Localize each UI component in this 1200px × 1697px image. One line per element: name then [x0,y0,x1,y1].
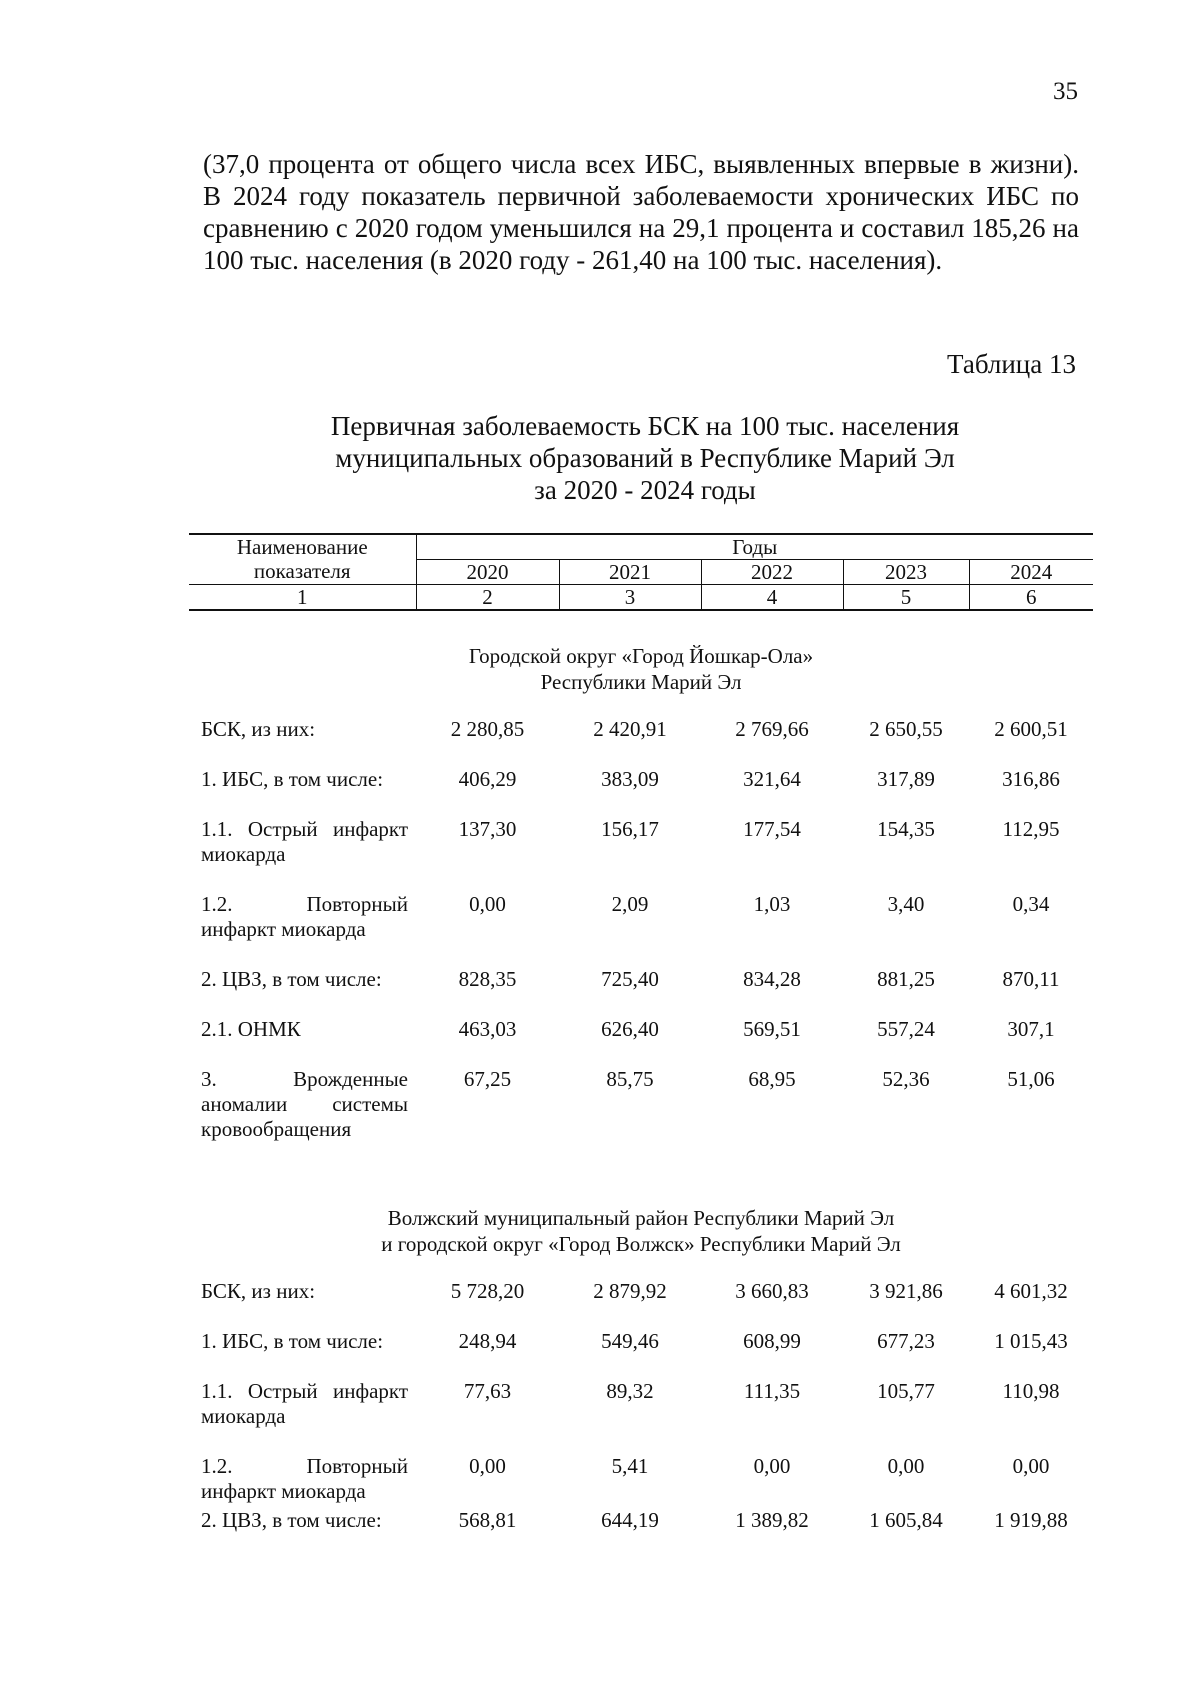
value-cell: 3 921,86 [869,1279,943,1303]
value-cell: 725,40 [601,967,659,991]
column-index: 1 [189,585,416,611]
value-cell: 137,30 [458,817,517,841]
value-cell: 870,11 [1002,967,1060,991]
table-row [189,767,1093,817]
table-row [189,817,1093,892]
value-cell: 644,19 [601,1508,659,1532]
year-header: 2021 [559,560,701,585]
table-row [189,1329,1093,1379]
column-index: 5 [843,585,969,611]
value-cell: 0,00 [753,1454,791,1478]
section-title-line: Городской округ «Город Йошкар-Ола» [468,644,814,668]
value-cell: 568,81 [458,1508,517,1532]
table-row [189,892,1093,967]
header-text: Наименование [236,535,368,559]
table-row [189,717,1093,767]
value-cell: 608,99 [743,1329,801,1353]
column-index: 4 [701,585,843,611]
value-cell: 89,32 [606,1379,654,1403]
indicator-name: 1.1. Острый инфаркт миокарда [201,1379,408,1428]
indicator-name: 1. ИБС, в том числе: [201,1329,384,1353]
table-title-line: Первичная заболеваемость БСК на 100 тыс. населения [330,411,960,441]
value-cell: 1 605,84 [869,1508,943,1532]
value-cell: 51,06 [1007,1067,1055,1091]
value-cell: 2,09 [611,892,649,916]
value-cell: 112,95 [1002,817,1060,841]
table-row [189,1017,1093,1067]
indicator-name-header [189,534,416,585]
indicator-name: 2. ЦВЗ, в том числе: [201,1508,382,1532]
indicator-name: 1.2. Повторный инфаркт миокарда [201,1454,408,1503]
section-title-line: Волжский муниципальный район Республики Марий Эл [387,1206,895,1230]
value-cell: 317,89 [877,767,935,791]
value-cell: 156,17 [601,817,659,841]
value-cell: 677,23 [877,1329,935,1353]
value-cell: 321,64 [743,767,801,791]
value-cell: 0,34 [1012,892,1050,916]
year-header: 2020 [416,560,559,585]
table-row [189,1067,1093,1167]
value-cell: 105,77 [877,1379,935,1403]
table-row [189,1508,1093,1558]
year-header: 2023 [843,560,969,585]
page-number: 35 [1053,78,1078,105]
value-cell: 1 389,82 [735,1508,809,1532]
value-cell: 2 769,66 [735,717,809,741]
value-cell: 569,51 [743,1017,801,1041]
value-cell: 67,25 [463,1067,512,1091]
value-cell: 177,54 [743,817,801,841]
table-row [189,967,1093,1017]
section-title [189,1167,1093,1279]
value-cell: 0,00 [887,1454,925,1478]
value-cell: 463,03 [458,1017,517,1041]
column-index: 6 [969,585,1093,611]
indicator-name: 1. ИБС, в том числе: [201,767,384,791]
value-cell: 0,00 [469,1454,506,1478]
year-header: 2022 [701,560,843,585]
value-cell: 85,75 [606,1067,654,1091]
value-cell: 0,00 [469,892,506,916]
indicator-name: 1.1. Острый инфаркт миокарда [201,817,408,866]
value-cell: 2 280,85 [450,717,525,741]
column-index: 3 [559,585,701,611]
value-cell: 406,29 [458,767,517,791]
column-index: 2 [416,585,559,611]
value-cell: 110,98 [1002,1379,1060,1403]
indicator-name: 2. ЦВЗ, в том числе: [201,967,382,991]
value-cell: 2 600,51 [994,717,1068,741]
morbidity-table [189,533,1093,1558]
value-cell: 3,40 [887,892,925,916]
years-header: Годы [416,534,1093,560]
header-text: показателя [253,559,351,583]
table-title-line: муниципальных образований в Республике Марий Эл [335,443,955,473]
table-row [189,1454,1093,1508]
indicator-name: 2.1. ОНМК [201,1017,301,1041]
table-title [0,410,1200,506]
value-cell: 383,09 [601,767,659,791]
value-cell: 0,00 [1012,1454,1050,1478]
value-cell: 3 660,83 [735,1279,809,1303]
value-cell: 77,63 [463,1379,512,1403]
value-cell: 154,35 [877,817,935,841]
value-cell: 557,24 [877,1017,935,1041]
value-cell: 68,95 [748,1067,796,1091]
year-header: 2024 [969,560,1093,585]
value-cell: 834,28 [743,967,801,991]
table-title-line: за 2020 - 2024 годы [534,475,756,505]
table-row [189,1379,1093,1454]
value-cell: 2 420,91 [593,717,667,741]
section-title-line: Республики Марий Эл [540,670,742,694]
value-cell: 1 919,88 [994,1508,1068,1532]
value-cell: 2 879,92 [593,1279,667,1303]
indicator-name: 1.2. Повторный инфаркт миокарда [201,892,408,941]
value-cell: 52,36 [882,1067,930,1091]
section-title [189,610,1093,717]
indicator-name: БСК, из них: [201,1279,316,1303]
value-cell: 111,35 [743,1379,801,1403]
section-header-row [189,1167,1093,1279]
section-title-line: и городской округ «Город Волжск» Республики Марий Эл [381,1232,901,1256]
value-cell: 5,41 [611,1454,649,1478]
table-number: Таблица 13 [947,349,1076,379]
table-body [189,610,1093,1558]
value-cell: 549,46 [601,1329,659,1353]
indicator-name: БСК, из них: [201,717,316,741]
value-cell: 307,1 [1007,1017,1055,1041]
value-cell: 5 728,20 [450,1279,525,1303]
value-cell: 881,25 [877,967,935,991]
intro-paragraph: (37,0 процента от общего числа всех ИБС, выявленных впервые в жизни). В 2024 году показатель первичной заболеваемости хронических ИБС по сравнению с 2020 годом уменьшился на 29,1 процента и составил 185,26 на 100 тыс. населения (в 2020 году - 261,40 на 100 тыс. населения). [203,149,1079,275]
indicator-name: 3. Врожденные аномалии системы кровообращения [201,1067,408,1141]
value-cell: 4 601,32 [994,1279,1068,1303]
value-cell: 248,94 [458,1329,517,1353]
value-cell: 2 650,55 [869,717,943,741]
section-header-row [189,610,1093,717]
value-cell: 1 015,43 [994,1329,1068,1353]
value-cell: 316,86 [1002,767,1060,791]
value-cell: 828,35 [458,967,517,991]
table-row [189,1279,1093,1329]
value-cell: 626,40 [601,1017,659,1041]
value-cell: 1,03 [753,892,791,916]
